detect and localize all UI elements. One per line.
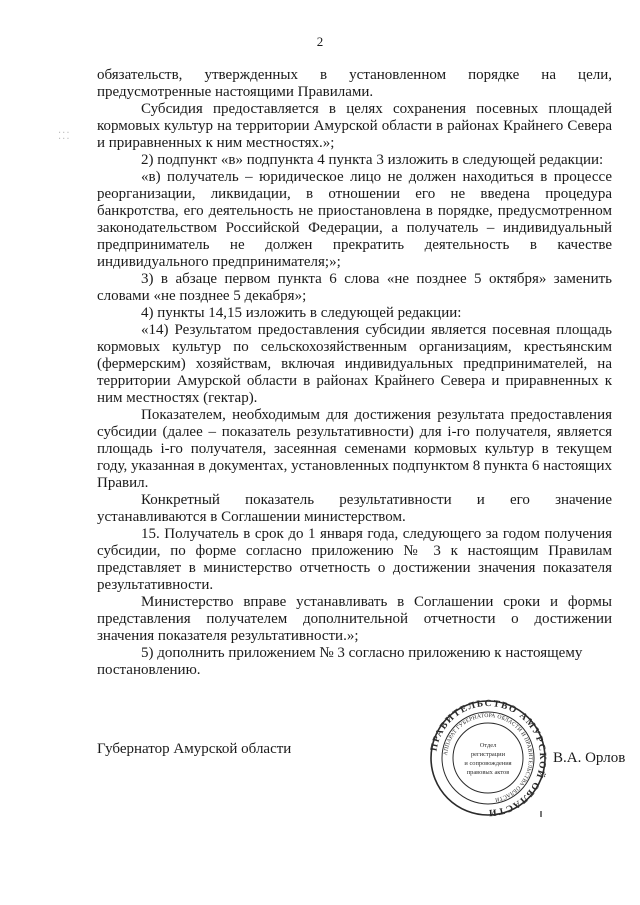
paragraph-point-14: «14) Результатом предоставления субсидии является посевная площадь кормовых культур по сельскохозяйственным организациям, крестьянским (фермерским) хозяйствам, включая индивидуальных предпринимателей, на территории Амурской области в районах Крайнего Севера и приравненных к ним местностях (гектар). [97, 322, 612, 406]
paragraph-specific-indicator: Конкретный показатель результативности и его значение устанавливаются в Соглашении министерством. [97, 492, 612, 525]
scan-artifact: ⁚⁚⁚ [58, 131, 71, 142]
paragraph-item-2: 2) подпункт «в» подпункта 4 пункта 3 изложить в следующей редакции: [141, 152, 604, 168]
paragraph-indicator: Показателем, необходимым для достижения результата предоставления субсидии (далее – показатель результативности) для i-го получателя, является площадь i-го получателя, засеянная семенами кормовых культур в текущем году, указанная в документах, установленных подпунктом 8 пункта 6 настоящих Правил. [97, 407, 612, 491]
stamp-inner-text: АППАРАТ ГУБЕРНАТОРА ОБЛАСТИ И ПРАВИТЕЛЬСТВА ОБЛАСТИ [443, 712, 534, 803]
paragraph-ministry-rights: Министерство вправе устанавливать в Соглашении сроки и формы представления получателем дополнительной отчетности о достижении значения показателя результативности.»; [97, 594, 612, 644]
paragraph-subsidy-purpose: Субсидия предоставляется в целях сохранения посевных площадей кормовых культур на территории Амурской области в районах Крайнего Севера и приравненных к ним местностях.»; [97, 101, 612, 151]
paragraph-item-3: 3) в абзаце первом пункта 6 слова «не позднее 5 октября» заменить словами «не позднее 5 декабря»; [97, 271, 612, 304]
paragraph-item-v: «в) получатель – юридическое лицо не должен находиться в процессе реорганизации, ликвидации, в отношении его не введена процедура банкротства, его деятельность не приостановлена в порядке, предусмотренном законодательством Российской Федерации, а получатель – индивидуальный предприниматель не должен прекратить деятельность в качестве индивидуального предпринимателя;»; [97, 169, 612, 270]
paragraph-point-15: 15. Получатель в срок до 1 января года, следующего за годом получения субсидии, по форме согласно приложению № 3 к настоящим Правилам представляет в министерство отчетность о достижении значения показателя результативности. [97, 526, 612, 593]
stamp-center-line: правовых актов [466, 769, 510, 776]
document-body [97, 67, 612, 679]
paragraph-item-4: 4) пункты 14,15 изложить в следующей редакции: [141, 305, 462, 321]
signature-title: Губернатор Амурской области [97, 741, 292, 757]
scan-artifact [540, 811, 542, 817]
paragraph-continuation: обязательств, утвержденных в установленном порядке на цели, предусмотренные настоящими Правилами. [97, 67, 612, 100]
stamp-center-line: и сопровождения [464, 760, 512, 767]
stamp-center-line: регистрации [470, 751, 506, 758]
paragraph-item-5: 5) дополнить приложением № 3 согласно приложению к настоящему постановлению. [97, 645, 583, 678]
signature-name: В.А. Орлов [553, 750, 626, 766]
stamp-center-line: Отдел [479, 742, 497, 749]
official-stamp [429, 699, 547, 817]
page-number: 2 [316, 34, 324, 49]
stamp-outer-text: ПРАВИТЕЛЬСТВО АМУРСКОЙ ОБЛАСТИ [429, 699, 547, 817]
